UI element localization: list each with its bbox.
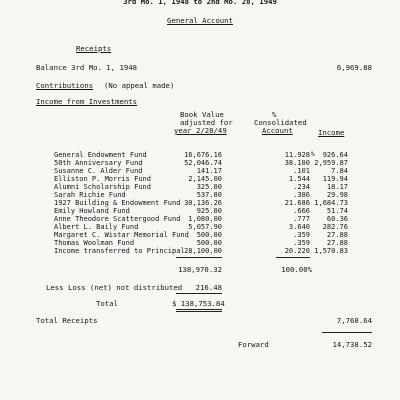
table-row [0, 199, 400, 207]
fund-name: Elliston P. Morris Fund [54, 175, 151, 183]
fund-percent: .234 [293, 183, 310, 191]
fund-book-value: 2,145.00 [188, 175, 222, 183]
table-row [0, 239, 400, 247]
fund-income: 27.88 [326, 239, 348, 247]
fund-percent: .101 [293, 167, 310, 175]
fund-book-value: 500.00 [196, 231, 222, 239]
fund-name: 1927 Building & Endowment Fund [54, 199, 181, 207]
fund-book-value: 5,057.90 [188, 223, 222, 231]
total-double-rule-1 [176, 309, 222, 310]
fund-book-value: 52,046.74 [184, 159, 222, 167]
table-row [0, 159, 400, 167]
fund-book-value: 537.80 [196, 191, 222, 199]
fund-percent: .386 [293, 191, 310, 199]
fund-name: Alumni Scholarship Fund [54, 183, 151, 191]
less-loss-rule [176, 293, 222, 294]
fund-percent: .666 [293, 207, 310, 215]
contributions-label: Contributions [36, 81, 94, 90]
fund-book-value: 141.17 [196, 167, 222, 175]
pct-total-value: 100.00% [281, 265, 312, 274]
total-receipts-value: 7,768.64 [336, 316, 372, 325]
fund-income: 2,959.87 [314, 159, 348, 167]
forward-label: Forward [238, 340, 269, 349]
fund-income: 51.74 [326, 207, 348, 215]
income-heading: Income from Investments [36, 97, 138, 106]
fund-name: Albert L. Baily Fund [54, 223, 139, 231]
less-loss-label: Less Loss (net) not distributed [46, 283, 183, 292]
fund-book-value: 28,100.00 [184, 247, 222, 255]
total-label: Total [96, 299, 118, 308]
total-value: $ 138,753.84 [172, 299, 225, 308]
fund-percent: .777 [293, 215, 310, 223]
percent-sign: % [311, 151, 315, 158]
book-total-rule [176, 257, 222, 258]
fund-percent: 21.686 [284, 199, 310, 207]
balance-label: Balance 3rd Mo. 1, 1948 [36, 63, 138, 72]
fund-book-value: 325.00 [196, 183, 222, 191]
book-value-header-2: adjusted for [180, 118, 233, 127]
table-row [0, 215, 400, 223]
consolidated-header-1: % [272, 110, 277, 119]
table-row [0, 247, 400, 255]
book-total-value: 138,970.32 [178, 265, 222, 274]
fund-income: 18.17 [326, 183, 348, 191]
fund-percent: 20.220 [284, 247, 310, 255]
book-value-header-1: Book Value [180, 110, 224, 119]
fund-percent: .359 [293, 231, 310, 239]
fund-percent: 11.928 [284, 151, 310, 159]
table-row [0, 231, 400, 239]
balance-value: 6,969.88 [336, 63, 372, 72]
fund-income: 282.76 [322, 223, 348, 231]
fund-income: 29.98 [326, 191, 348, 199]
fund-percent: .359 [293, 239, 310, 247]
fund-income: 1,570.83 [314, 247, 348, 255]
table-row [0, 191, 400, 199]
fund-income: 60.36 [326, 215, 348, 223]
contributions-note: (No appeal made) [104, 81, 175, 90]
consolidated-header-2: Consolidated [254, 118, 307, 127]
fund-name: Sarah Richie Fund [54, 191, 126, 199]
fund-book-value: 1,080.00 [188, 215, 222, 223]
income-header: Income [318, 128, 345, 137]
pct-total-rule [276, 257, 310, 258]
fund-name: Thomas Woolman Fund [54, 239, 135, 247]
fund-name: 50th Anniversary Fund [54, 159, 143, 167]
table-row [0, 167, 400, 175]
fund-name: Margaret C. Wistar Memorial Fund [54, 231, 189, 239]
fund-income: 27.88 [326, 231, 348, 239]
table-row [0, 175, 400, 183]
fund-income: 7.84 [331, 167, 348, 175]
fund-percent: 1.544 [288, 175, 310, 183]
fund-income: 926.64 [322, 151, 348, 159]
total-double-rule-2 [176, 311, 222, 312]
fund-name: Anne Theodore Scattergood Fund [54, 215, 181, 223]
account-title: General Account [167, 16, 233, 25]
fund-book-value: 500.00 [196, 239, 222, 247]
table-row [0, 223, 400, 231]
fund-income: 119.94 [322, 175, 348, 183]
fund-name: Susanne C. Alder Fund [54, 167, 143, 175]
fund-book-value: 925.00 [196, 207, 222, 215]
forward-value: 14,738.52 [332, 340, 372, 349]
total-receipts-rule [322, 332, 372, 333]
fund-name: General Endowment Fund [54, 151, 147, 159]
fund-name: Emily Howland Fund [54, 207, 130, 215]
table-row [0, 207, 400, 215]
fund-name: Income transferred to Principal [54, 247, 185, 255]
table-row [0, 183, 400, 191]
table-row [0, 151, 400, 159]
total-receipts-label: Total Receipts [36, 316, 98, 325]
book-value-header-3: year 2/28/49 [174, 126, 227, 135]
fund-income: 1,684.73 [314, 199, 348, 207]
fund-book-value: 30,136.26 [184, 199, 222, 207]
fund-book-value: 16,676.16 [184, 151, 222, 159]
receipts-heading: Receipts [76, 44, 112, 53]
less-loss-value: 216.48 [195, 283, 222, 292]
period-heading: 3rd Mo. 1, 1948 to 2nd Mo. 28, 1949 [123, 0, 277, 6]
fund-percent: 3.640 [288, 223, 310, 231]
consolidated-header-3: Account [262, 126, 293, 135]
fund-percent: 38.100 [284, 159, 310, 167]
